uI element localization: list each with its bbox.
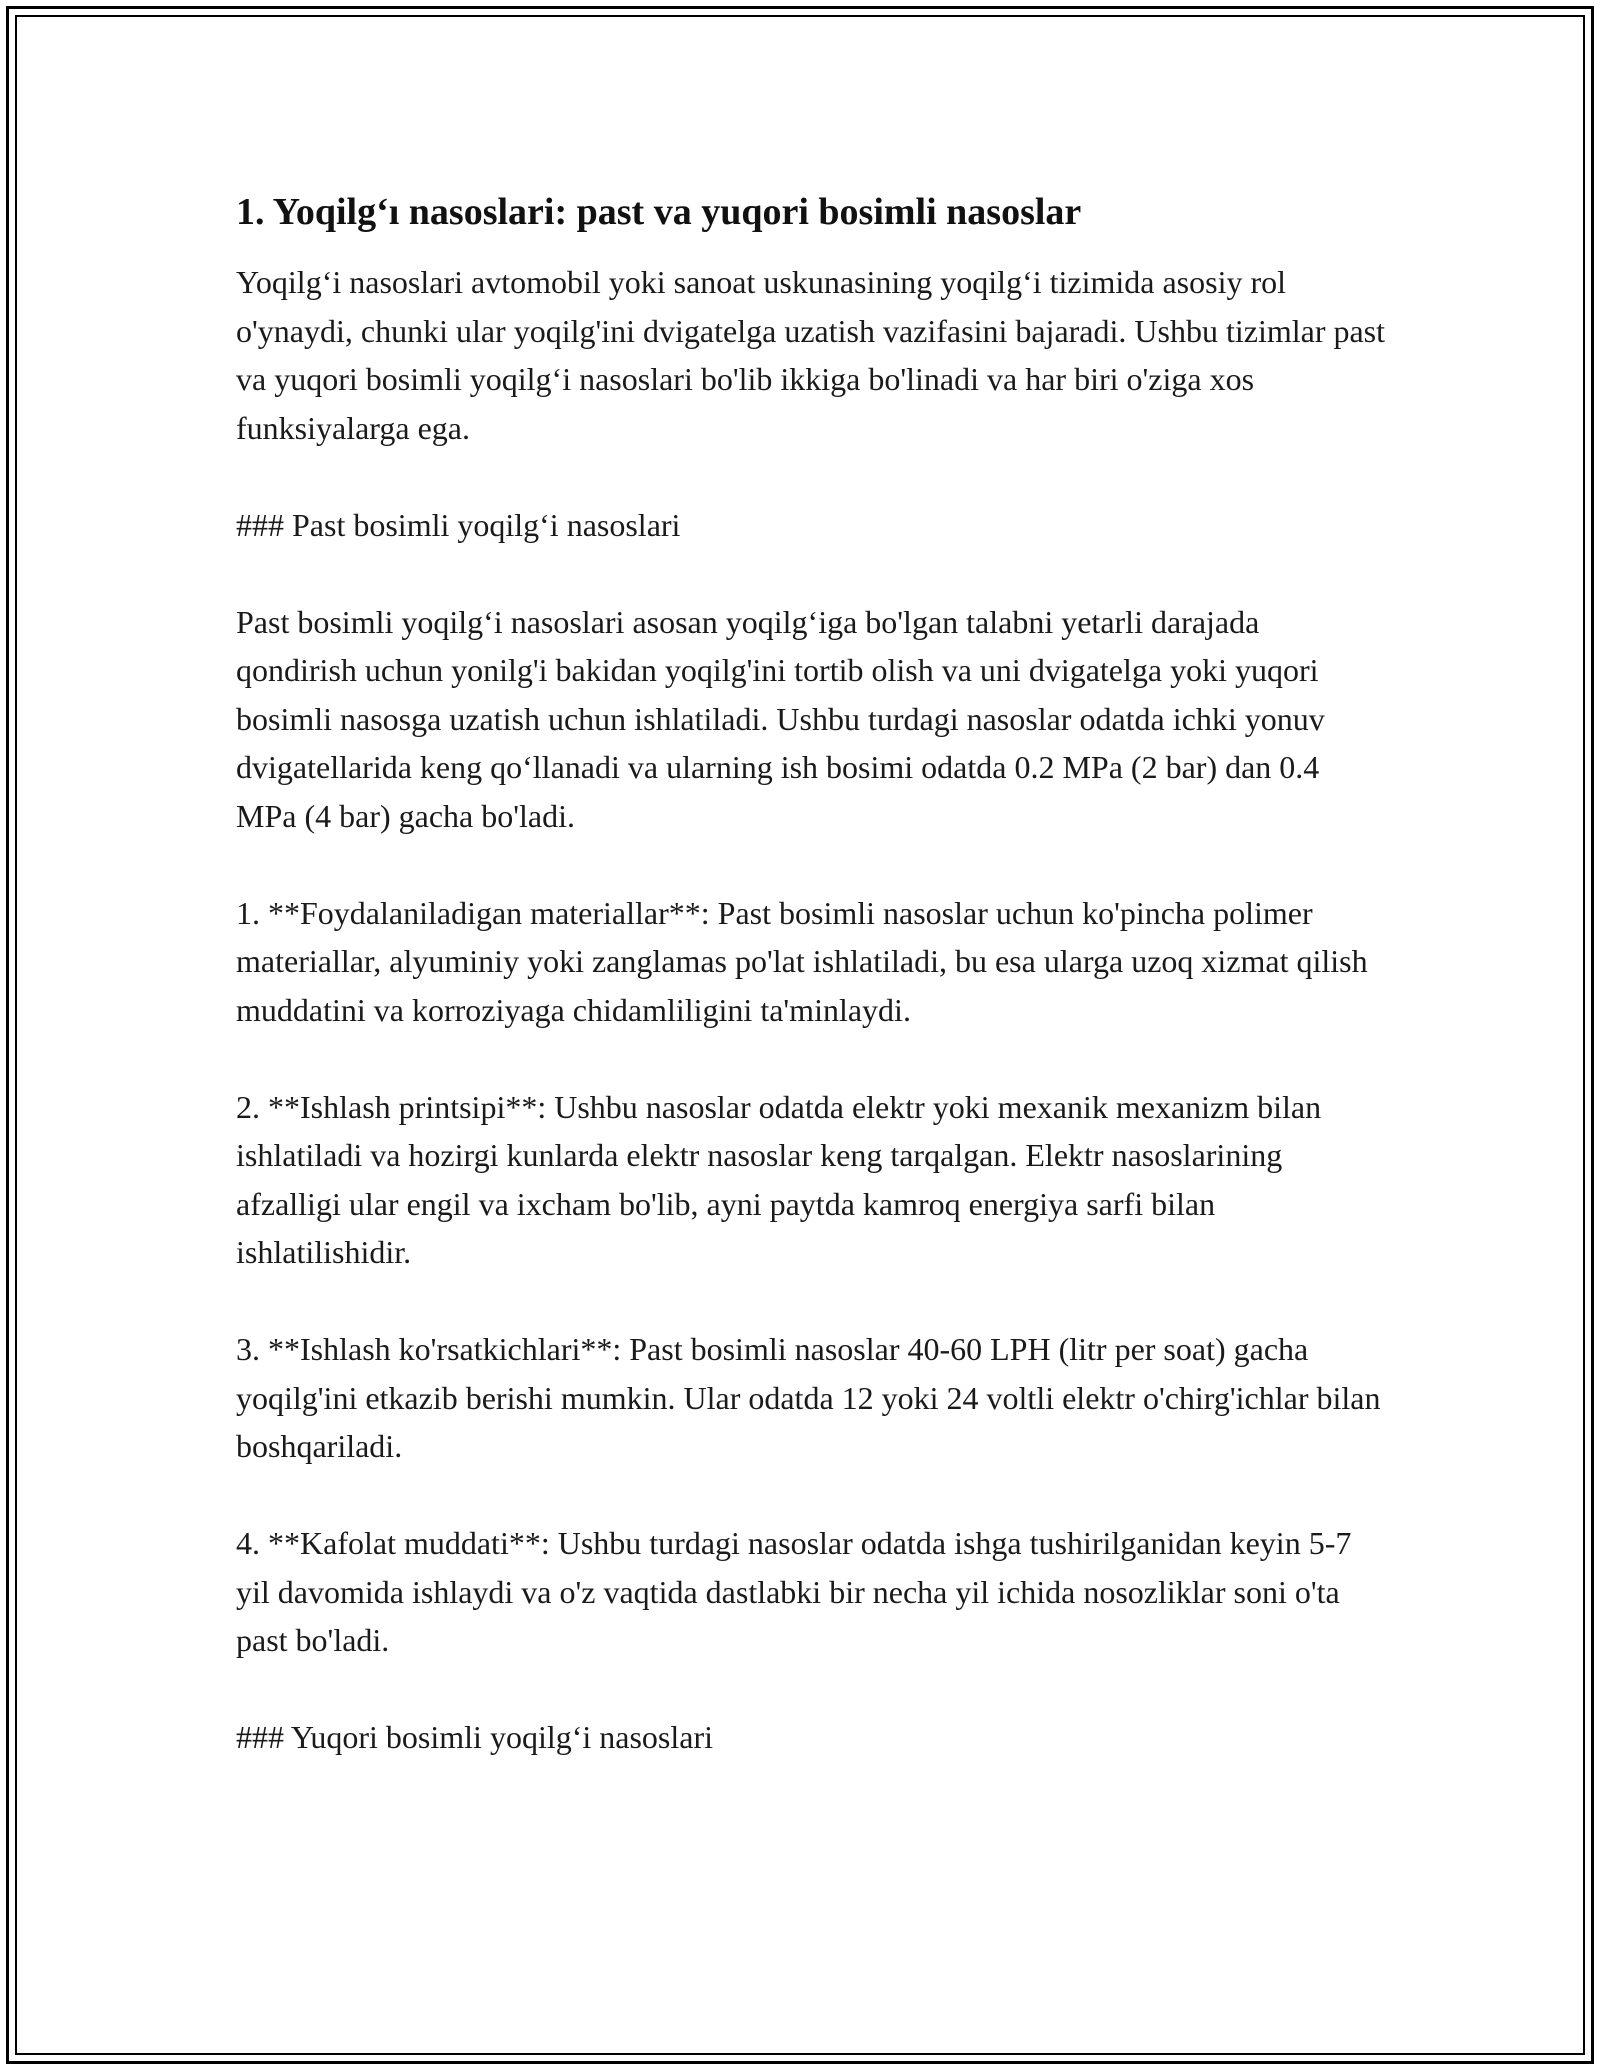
list-item-warranty: 4. **Kafolat muddati**: Ushbu turdagi nasoslar odatda ishga tushirilganidan keyin 5-7 yil davomida ishlaydi va o'z vaqtida dastlabki bir necha yil ichida nosozliklar soni o'ta past bo'ladi. (236, 1525, 1352, 1658)
low-pressure-description: Past bosimli yoqilg‘i nasoslari asosan yoqilg‘iga bo'lgan talabni yetarli darajada qondirish uchun yonilg'i bakidan yoqilg'ini tortib olish va uni dvigatelga yoki yuqori bosimli nasosga uzatish uchun ishlatiladi. Ushbu turdagi nasoslar odatda ichki yonuv dvigatellarida keng qo‘llanadi va ularning ish bosimi odatda 0.2 MPa (2 bar) dan 0.4 MPa (4 bar) gacha bo'ladi. (236, 603, 1325, 834)
document-body (236, 186, 1386, 1810)
list-item-materials: 1. **Foydalaniladigan materiallar**: Past bosimli nasoslar uchun ko'pincha polimer materiallar, alyuminiy yoki zanglamas po'lat ishlatiladi, bu esa ularga uzoq xizmat qilish muddatini va korroziyaga chidamliligini ta'minlaydi. (236, 894, 1368, 1028)
section-heading: 1. Yoqilg‘ı nasoslari: past va yuqori bosimli nasoslar (236, 191, 1082, 233)
intro-paragraph: Yoqilg‘i nasoslari avtomobil yoki sanoat uskunasining yoqilg‘i tizimida asosiy rol o'ynaydi, chunki ular yoqilg'ini dvigatelga uzatish vazifasini bajaradi. Ushbu tizimlar past va yuqori bosimli yoqilg‘i nasoslari bo'lib ikkiga bo'linadi va har biri o'ziga xos funksiyalarga ega. (236, 264, 1386, 446)
high-pressure-subheading: ### Yuqori bosimli yoqilg‘i nasoslari (236, 1719, 714, 1755)
low-pressure-subheading: ### Past bosimli yoqilg‘i nasoslari (236, 506, 681, 543)
list-item-working-principle: 2. **Ishlash printsipi**: Ushbu nasoslar odatda elektr yoki mexanik mexanizm bilan ishlatiladi va hozirgi kunlarda elektr nasoslar keng tarqalgan. Elektr nasoslarining afzalligi ular engil va ixcham bo'lib, ayni paytda kamroq energiya sarfi bilan ishlatilishidir. (236, 1088, 1322, 1270)
list-item-performance: 3. **Ishlash ko'rsatkichlari**: Past bosimli nasoslar 40-60 LPH (litr per soat) gacha yoqilg'ini etkazib berishi mumkin. Ular odatda 12 yoki 24 voltli elektr o'chirg'ichlar bilan boshqariladi. (236, 1331, 1381, 1464)
